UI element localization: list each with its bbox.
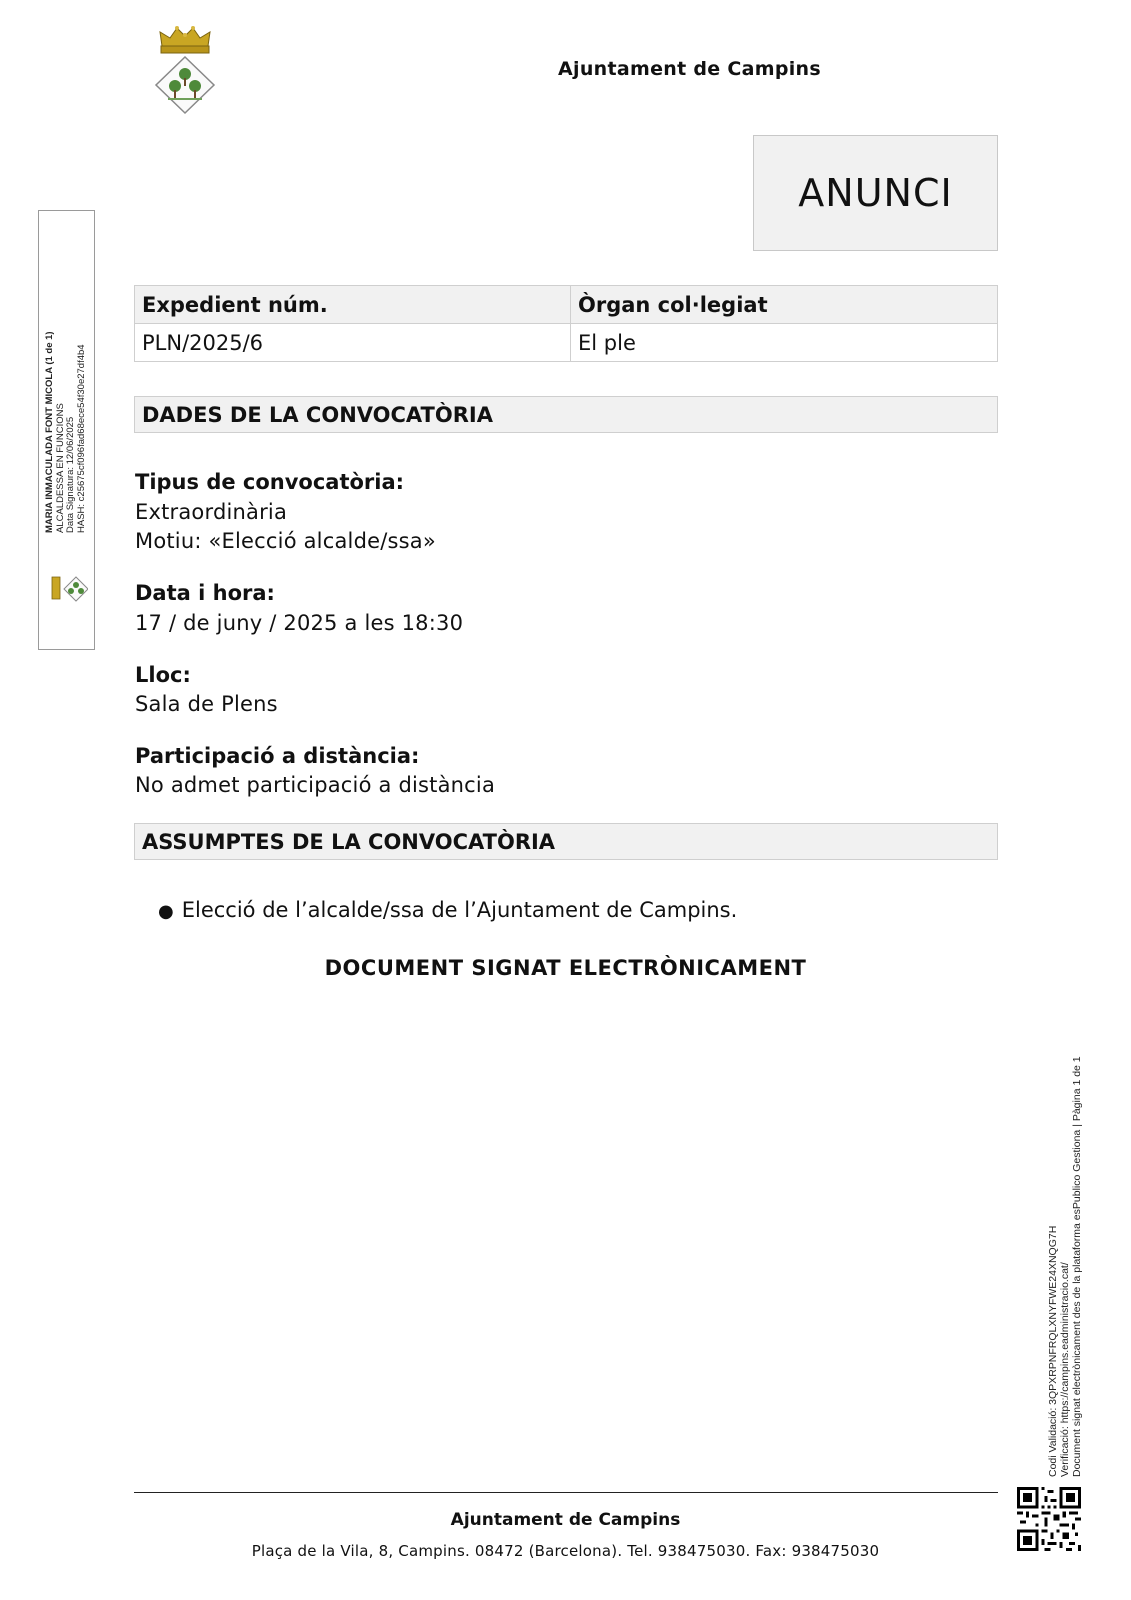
expedient-table <box>134 285 998 362</box>
data-value: 17 / de juny / 2025 a les 18:30 <box>135 611 464 635</box>
coat-of-arms-logo <box>150 24 220 116</box>
verification-url: Verificació: https://campins.eadministracio.cat/ <box>1059 1262 1071 1477</box>
signed-notice: DOCUMENT SIGNAT ELECTRÒNICAMENT <box>324 956 807 980</box>
assumptes-section-title: ASSUMPTES DE LA CONVOCATÒRIA <box>134 823 998 860</box>
validation-code: Codi Validació: 3QPXRPNFRQLXNYFWE24XNQG7H <box>1047 1225 1059 1477</box>
platform-notice: Document signat electrònicament des de la plataforma esPublico Gestiona | Pàgina 1 de 1 <box>1071 1056 1083 1477</box>
header-organization: Ajuntament de Campins <box>558 58 821 80</box>
signer-name: MARIA INMACULADA FONT MICOLA (1 de 1) <box>44 331 55 533</box>
motiu-value: Motiu: «Elecció alcalde/ssa» <box>135 529 436 553</box>
signature-stamp <box>38 210 95 650</box>
signature-hash: HASH: c25675cf096fad68ece54f30e27df4b4 <box>75 344 87 533</box>
expedient-value: PLN/2025/6 <box>135 324 571 362</box>
tipus-value: Extraordinària <box>135 500 288 524</box>
document-type-title: ANUNCI <box>753 135 998 251</box>
signature-date: Data Signatura: 12/06/2025 <box>65 416 76 533</box>
stamp-coat-of-arms-icon <box>46 573 88 605</box>
signer-role: ALCALDESSA EN FUNCIONS <box>54 403 66 533</box>
participacio-value: No admet participació a distància <box>135 773 496 797</box>
organ-header: Òrgan col·legiat <box>571 286 998 324</box>
tipus-label: Tipus de convocatòria: <box>135 470 405 494</box>
footer-address: Plaça de la Vila, 8, Campins. 08472 (Barcelona). Tel. 938475030. Fax: 938475030 <box>251 1542 880 1560</box>
bullet-icon: ● <box>158 901 174 922</box>
organ-value: El ple <box>571 324 998 362</box>
data-label: Data i hora: <box>135 581 275 605</box>
footer-organization: Ajuntament de Campins <box>450 1510 681 1530</box>
footer-divider <box>134 1492 998 1493</box>
dades-section-title: DADES DE LA CONVOCATÒRIA <box>134 396 998 433</box>
participacio-label: Participació a distància: <box>135 744 420 768</box>
lloc-label: Lloc: <box>135 663 191 687</box>
expedient-header: Expedient núm. <box>135 286 571 324</box>
assumpte-text: Elecció de l’alcalde/ssa de l’Ajuntament de Campins. <box>181 898 738 922</box>
lloc-value: Sala de Plens <box>135 692 278 716</box>
validation-info <box>1047 1017 1083 1477</box>
list-item <box>158 898 737 922</box>
